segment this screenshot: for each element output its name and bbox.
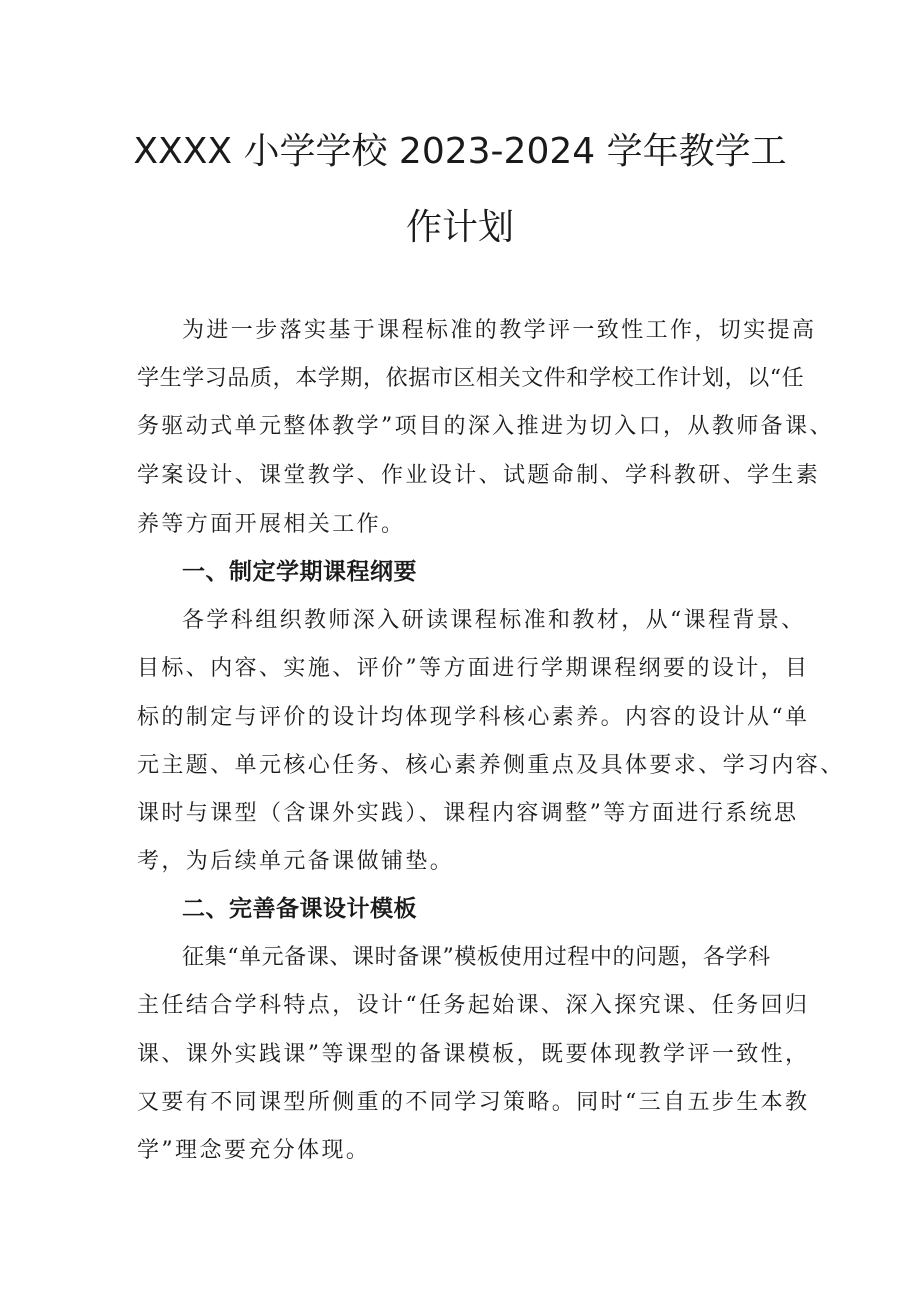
section-1-line-4: 元主题、单元核心任务、核心素养侧重点及具体要求、学习内容、 <box>137 753 845 778</box>
intro-line-2: 学生学习品质，本学期，依据市区相关文件和学校工作计划，以“任 <box>137 366 805 391</box>
section-1-line-6: 考，为后续单元备课做铺垫。 <box>137 849 455 874</box>
section-2-line-4: 又要有不同课型所侧重的不同学习策略。同时“三自五步生本教 <box>137 1090 810 1115</box>
section-2-line-3: 课、课外实践课”等课型的备课模板，既要体现教学评一致性， <box>137 1042 810 1067</box>
section-2-line-2: 主任结合学科特点，设计“任务起始课、深入探究课、任务回归 <box>137 993 810 1018</box>
intro-line-3: 务驱动式单元整体教学”项目的深入推进为切入口，从教师备课、 <box>137 414 834 439</box>
document-title-line-1: XXXX 小学学校 2023-2024 学年教学工 <box>133 131 787 172</box>
section-2-line-1: 征集“单元备课、课时备课”模板使用过程中的问题，各学科 <box>182 945 771 970</box>
intro-line-5: 养等方面开展相关工作。 <box>137 512 406 537</box>
section-1-line-2: 目标、内容、实施、评价”等方面进行学期课程纲要的设计，目 <box>137 656 810 681</box>
section-2-heading: 二、完善备课设计模板 <box>182 896 417 922</box>
section-1-heading: 一、制定学期课程纲要 <box>182 559 417 585</box>
section-1-line-3: 标的制定与评价的设计均体现学科核心素养。内容的设计从“单 <box>137 705 810 730</box>
section-2-line-5: 学”理念要充分体现。 <box>137 1138 371 1163</box>
intro-line-1: 为进一步落实基于课程标准的教学评一致性工作，切实提高 <box>182 318 817 343</box>
document-title-line-2: 作计划 <box>405 207 514 248</box>
section-1-line-1: 各学科组织教师深入研读课程标准和教材，从“课程背景、 <box>182 608 806 633</box>
section-1-line-5: 课时与课型（含课外实践）、课程内容调整”等方面进行系统思 <box>137 801 799 826</box>
intro-line-4: 学案设计、课堂教学、作业设计、试题命制、学科教研、学生素 <box>137 463 821 488</box>
